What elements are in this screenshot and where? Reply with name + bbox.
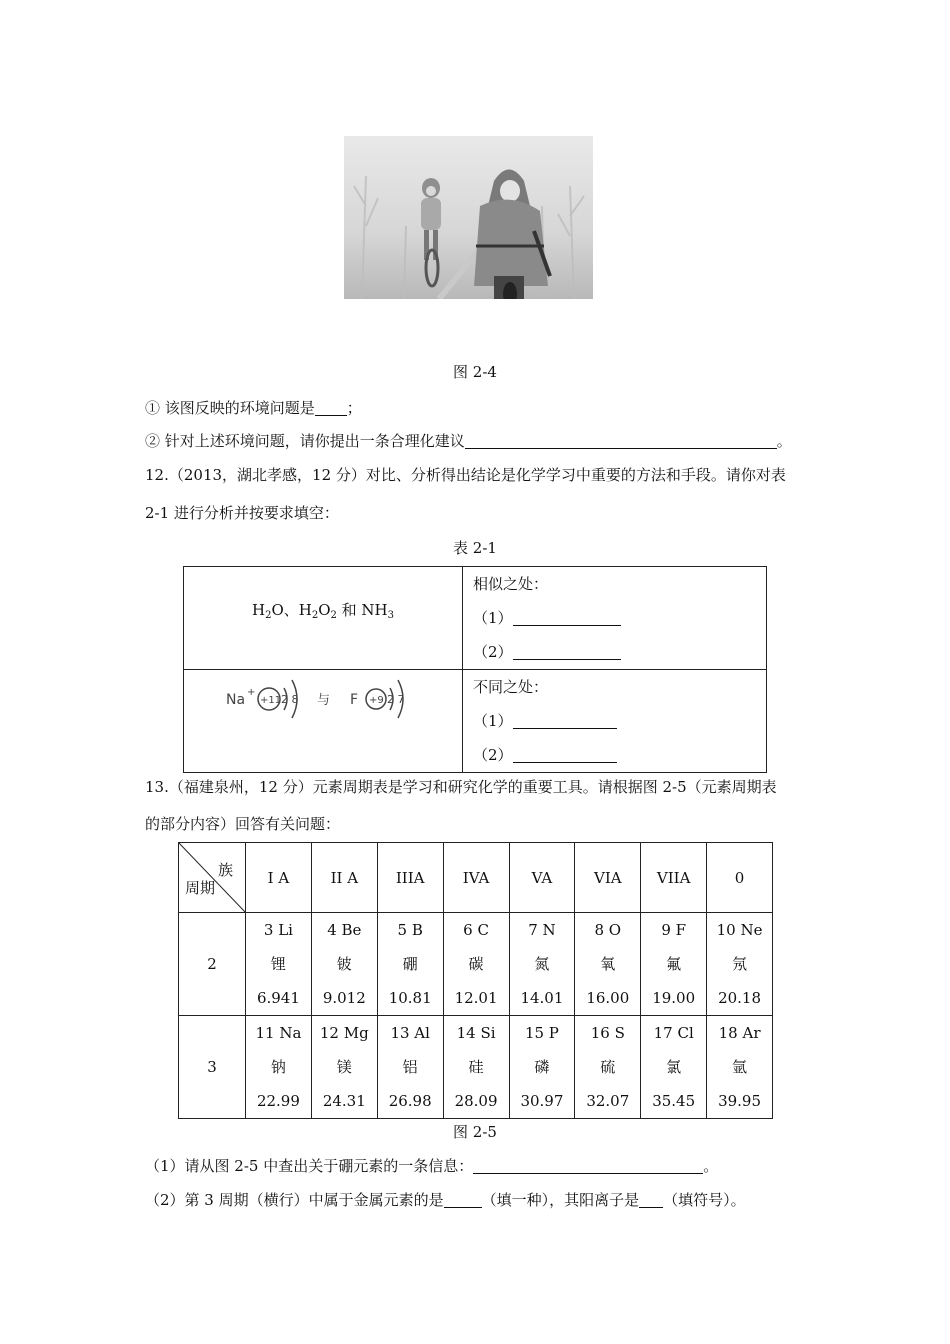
- molecule-formulas: $H_2O$、$H_2O_2$ 和 $NH_3$: [251, 601, 395, 621]
- element-cell: 16 S 硫 32.07: [575, 1016, 641, 1119]
- element-cell: 9 F 氟 19.00: [641, 913, 707, 1016]
- ion-structure-diagrams: [184, 670, 462, 740]
- element-cell: 10 Ne 氖 20.18: [707, 913, 773, 1016]
- corner-group-label: 族: [217, 861, 233, 879]
- smog-photo: [344, 136, 593, 299]
- table-2-1-caption: 表 2-1: [453, 539, 497, 557]
- question-11-part2: [145, 430, 792, 451]
- and-word: 与: [317, 693, 331, 708]
- element-cell: 18 Ar 氩 39.95: [707, 1016, 773, 1119]
- differences-cell: [463, 670, 767, 773]
- period-number: 3: [179, 1016, 246, 1119]
- similarity-item-1: （1）: [473, 601, 766, 635]
- answer-blank[interactable]: [465, 434, 777, 449]
- figure-2-4-caption: 图 2-4: [453, 363, 497, 381]
- question-12-line2: 2-1 进行分析并按要求填空：: [145, 504, 339, 522]
- figure-2-5-caption: 图 2-5: [453, 1123, 497, 1141]
- question-12-line1: 12.（2013，湖北孝感，12 分）对比、分析得出结论是化学学习中重要的方法和手段。请你对表: [145, 466, 786, 484]
- element-cell: 15 P 磷 30.97: [509, 1016, 575, 1119]
- ion-structures-cell: [184, 670, 463, 773]
- group-header: IVA: [443, 843, 509, 913]
- element-cell: 6 C 碳 12.01: [443, 913, 509, 1016]
- element-cell: 8 O 氧 16.00: [575, 913, 641, 1016]
- answer-blank[interactable]: [473, 1159, 703, 1174]
- group-header: VA: [509, 843, 575, 913]
- q1-end: ；: [346, 399, 362, 417]
- period-row-3: [179, 1016, 773, 1119]
- f-nucleus: +9: [369, 695, 384, 706]
- group-header: VIA: [575, 843, 641, 913]
- na-symbol: Na: [226, 692, 246, 708]
- answer-blank[interactable]: [639, 1193, 663, 1208]
- period-row-2: [179, 913, 773, 1016]
- element-cell: 3 Li 锂 6.941: [246, 913, 312, 1016]
- group-header: IIIA: [377, 843, 443, 913]
- group-header: VIIA: [641, 843, 707, 913]
- period-number: 2: [179, 913, 246, 1016]
- q2-text: ② 针对上述环境问题，请你提出一条合理化建议: [145, 432, 465, 450]
- corner-header-cell: [179, 843, 246, 913]
- answer-blank[interactable]: [513, 714, 617, 729]
- element-cell: 11 Na 钠 22.99: [246, 1016, 312, 1119]
- similarity-item-2: （2）: [473, 635, 766, 669]
- answer-blank[interactable]: [444, 1193, 482, 1208]
- element-cell: 17 Cl 氯 35.45: [641, 1016, 707, 1119]
- answer-blank[interactable]: [513, 611, 621, 626]
- na-charge: +: [247, 687, 256, 698]
- group-header: 0: [707, 843, 773, 913]
- question-13-line1: 13.（福建泉州，12 分）元素周期表是学习和研究化学的重要工具。请根据图 2-5（元素周期表: [145, 778, 777, 796]
- similarities-label: 相似之处：: [473, 575, 549, 593]
- difference-item-1: （1）: [473, 704, 766, 738]
- element-cell: 12 Mg 镁 24.31: [311, 1016, 377, 1119]
- element-cell: 14 Si 硅 28.09: [443, 1016, 509, 1119]
- answer-blank[interactable]: [513, 645, 621, 660]
- molecules-cell: [184, 567, 463, 670]
- answer-blank[interactable]: [315, 401, 347, 416]
- element-cell: 4 Be 铍 9.012: [311, 913, 377, 1016]
- element-cell: 7 N 氮 14.01: [509, 913, 575, 1016]
- answer-blank[interactable]: [513, 748, 617, 763]
- comparison-table: [183, 566, 767, 773]
- question-13-sub1: （1）请从图 2-5 中查出关于硼元素的一条信息： 。: [145, 1157, 719, 1175]
- element-cell: 13 Al 铝 26.98: [377, 1016, 443, 1119]
- f-symbol: F: [350, 692, 359, 708]
- question-11-part1: [145, 397, 362, 418]
- difference-item-2: （2）: [473, 738, 766, 772]
- question-13-line2: 的部分内容）回答有关问题：: [145, 815, 341, 833]
- question-13-sub2: （2）第 3 周期（横行）中属于金属元素的是 （填一种），其阳离子是 （填符号）。: [145, 1191, 746, 1209]
- na-nucleus: +11: [260, 695, 282, 706]
- periodic-table: [178, 842, 773, 1119]
- differences-label: 不同之处：: [473, 678, 549, 696]
- group-header: II A: [311, 843, 377, 913]
- na-shell-electrons: 2 8: [281, 693, 299, 706]
- group-header: I A: [246, 843, 312, 913]
- corner-period-label: 周期: [185, 879, 216, 897]
- element-cell: 5 B 硼 10.81: [377, 913, 443, 1016]
- f-shell-electrons: 2 7: [387, 693, 405, 706]
- q2-end: 。: [776, 432, 792, 450]
- q1-text: ① 该图反映的环境问题是: [145, 399, 315, 417]
- similarities-cell: [463, 567, 767, 670]
